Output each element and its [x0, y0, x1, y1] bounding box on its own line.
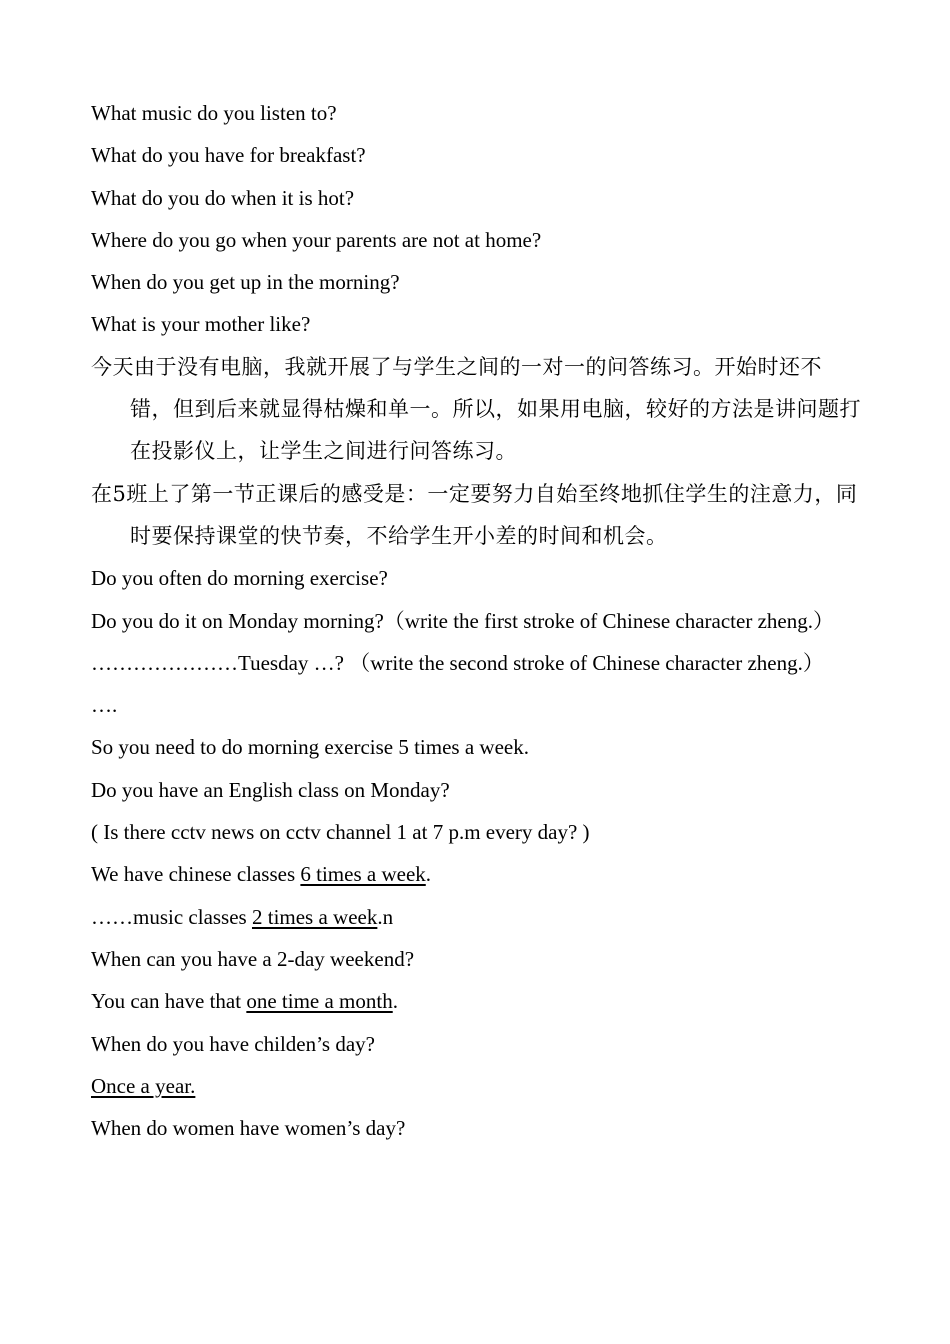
reflection-paragraph-2: 在5班上了第一节正课后的感受是：一定要努力自始至终地抓住学生的注意力，同时要保持课堂的快节奏，不给学生开小差的时间和机会。: [91, 481, 858, 548]
text-segment: We have chinese classes: [91, 862, 301, 887]
question-monday: Do you do it on Monday morning?（write the first stroke of Chinese character zheng.）: [91, 608, 834, 633]
underlined-phrase: 2 times a week: [251, 904, 378, 929]
statement-one-time-month: [91, 980, 861, 1022]
question-english-class: Do you have an English class on Monday?: [91, 777, 450, 802]
text-segment: ……music classes: [91, 904, 252, 929]
statement-music-classes: [91, 896, 861, 938]
statement-chinese-classes: [91, 853, 861, 895]
underlined-phrase: 6 times a week: [300, 862, 426, 887]
text-segment: .n: [377, 904, 394, 929]
reflection-paragraph-1: 今天由于没有电脑，我就开展了与学生之间的一对一的问答练习。开始时还不错，但到后来就显得枯燥和单一。所以，如果用电脑，较好的方法是讲问题打在投影仪上，让学生之间进行问答练习。: [91, 354, 861, 464]
underlined-phrase: one time a month: [246, 989, 393, 1014]
document-body: [91, 92, 861, 1149]
statement-five-times: So you need to do morning exercise 5 times a week.: [91, 735, 529, 760]
question-hot: What do you do when it is hot?: [91, 185, 355, 210]
text-segment: You can have that: [91, 989, 247, 1014]
question-mother: What is your mother like?: [91, 312, 311, 337]
question-where: Where do you go when your parents are not at home?: [91, 227, 542, 252]
question-music: What music do you listen to?: [91, 101, 337, 125]
question-morning-exercise: Do you often do morning exercise?: [91, 566, 388, 591]
question-tuesday: …………………Tuesday …? （write the second stroke of Chinese character zheng.）: [91, 650, 824, 675]
answer-once-a-year: Once a year.: [91, 1073, 196, 1098]
question-get-up: When do you get up in the morning?: [91, 270, 400, 295]
question-breakfast: What do you have for breakfast?: [91, 143, 366, 168]
question-cctv-news: ( Is there cctv news on cctv channel 1 at 7 p.m every day? ): [91, 820, 590, 845]
text-segment: .: [425, 862, 432, 887]
ellipsis-line: ….: [91, 693, 118, 718]
text-segment: .: [392, 989, 398, 1014]
question-weekend: When can you have a 2-day weekend?: [91, 946, 415, 971]
question-childrens-day: When do you have childen’s day?: [91, 1031, 375, 1056]
question-womens-day: When do women have women’s day?: [91, 1116, 406, 1141]
